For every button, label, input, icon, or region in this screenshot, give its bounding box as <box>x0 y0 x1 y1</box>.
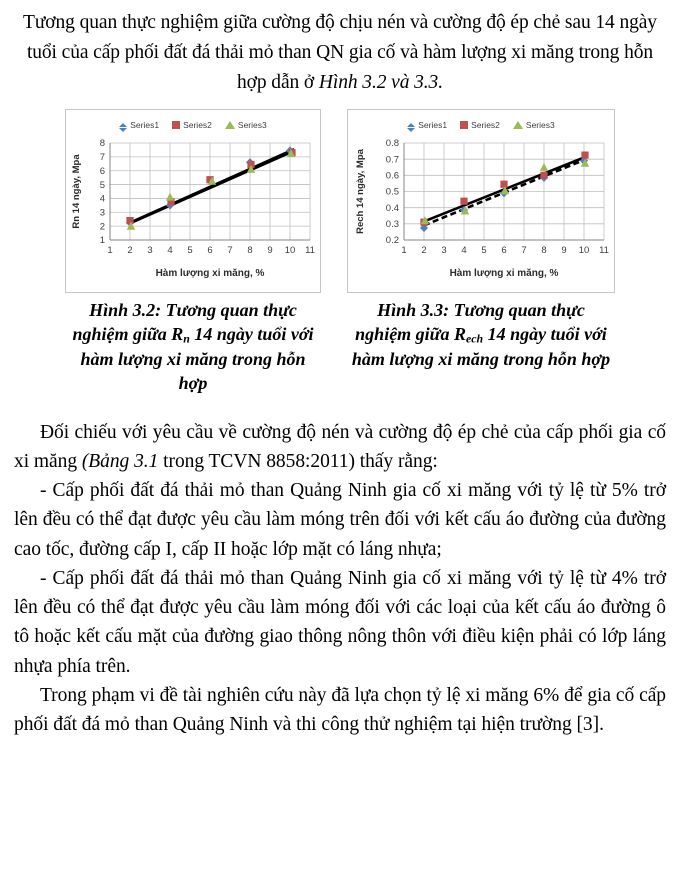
chart-rn-14-card <box>65 109 321 293</box>
legend-label-series3: Series3 <box>525 120 555 131</box>
x-tick-label: 6 <box>207 245 213 257</box>
body-text <box>0 418 680 740</box>
paragraph-bullet-4pct <box>14 564 666 681</box>
paragraph-ket-luan <box>14 681 666 740</box>
legend-item-series3 <box>225 120 267 130</box>
y-tick-label: 1 <box>99 235 105 247</box>
diamond-marker-icon <box>407 119 415 127</box>
paragraph-doi-chieu-italic: (Bảng 3.1 <box>81 450 159 472</box>
y-tick-label: 6 <box>99 166 105 178</box>
figure-3-2-caption-rest: 14 ngày tuổi với hàm lượng xi măng trong hỗn hợp <box>80 324 314 393</box>
intro-figure-reference: Hình 3.2 và 3.3. <box>318 71 443 93</box>
paragraph-ket-luan-text: Trong phạm vi đề tài nghiên cứu này đã lựa chọn tỷ lệ xi măng 6% để gia cố cấp phối đất đá mỏ than Quảng Ninh và thi công thử nghiệm tại hiện trường [3]. <box>14 684 666 736</box>
paragraph-bullet-4pct-text: - Cấp phối đất đá thải mỏ than Quảng Ninh gia cố xi măng với tỷ lệ từ 4% trở lên đều có thể đạt được yêu cầu làm móng đối với các loại của kết cấu áo đường ô tô hoặc kết cấu mặt của đường giao thông nông thôn với điều kiện phải có lớp láng nhựa phía trên. <box>14 567 666 677</box>
figure-3-2-block <box>65 109 321 395</box>
figure-3-3-caption-subscript: ech <box>465 332 484 347</box>
data-point-square <box>581 152 588 159</box>
figure-3-2-caption-subscript: n <box>183 332 190 347</box>
x-axis-title: Hàm lượng xi măng, % <box>449 268 559 280</box>
intro-paragraph <box>0 0 680 97</box>
square-marker-icon <box>172 121 180 129</box>
intro-text: Tương quan thực nghiệm giữa cường độ chịu nén và cường độ ép chẻ sau 14 ngày tuổi của cấp phối đất đá thải mỏ than QN gia cố và hàm lượng xi măng trong hỗn hợp dẫn ở <box>23 12 657 93</box>
y-tick-label: 0.6 <box>385 171 399 183</box>
x-tick-label: 7 <box>521 245 527 257</box>
figure-3-3-caption <box>347 299 615 371</box>
x-tick-label: 2 <box>421 245 427 257</box>
legend-label-series3: Series3 <box>237 120 267 131</box>
figure-row <box>0 109 680 395</box>
paragraph-bullet-5pct-text: - Cấp phối đất đá thải mỏ than Quảng Ninh gia cố xi măng với tỷ lệ từ 5% trở lên đều có thể đạt được yêu cầu làm móng trên đối với kết cấu áo đường của đường cao tốc, đường cấp I, cấp II hoặc lớp mặt có láng nhựa; <box>14 480 666 560</box>
legend-label-series1: Series1 <box>418 120 448 131</box>
x-tick-label: 5 <box>187 245 193 257</box>
x-tick-label: 9 <box>267 245 273 257</box>
x-tick-label: 10 <box>284 245 296 257</box>
figure-3-3-caption-rest: 14 ngày tuổi với hàm lượng xi măng trong hỗn hợp <box>351 324 611 369</box>
data-point-square <box>540 172 547 179</box>
x-tick-label: 5 <box>481 245 487 257</box>
triangle-marker-icon <box>513 121 523 129</box>
data-point-square <box>460 198 467 205</box>
y-tick-label: 0.4 <box>385 203 399 215</box>
y-tick-label: 0.8 <box>385 138 399 150</box>
chart-rn-14-svg <box>66 136 320 282</box>
y-tick-label: 3 <box>99 207 105 219</box>
legend-label-series2: Series2 <box>183 120 212 131</box>
y-tick-label: 0.5 <box>385 187 399 199</box>
x-tick-label: 11 <box>305 245 315 257</box>
x-tick-label: 3 <box>441 245 447 257</box>
x-tick-label: 11 <box>599 245 609 257</box>
legend-item-series2 <box>460 120 500 130</box>
legend-label-series1: Series1 <box>130 120 160 131</box>
figure-3-3-caption-label: Hình 3.3: Tương quan thực nghiệm giữa R <box>355 300 585 345</box>
y-axis-title: Rech 14 ngày, Mpa <box>355 149 366 235</box>
y-tick-label: 7 <box>99 152 105 164</box>
chart-rech-14-card <box>347 109 615 293</box>
square-marker-icon <box>460 121 468 129</box>
legend-item-series1 <box>119 120 159 130</box>
x-tick-label: 6 <box>501 245 507 257</box>
x-tick-label: 9 <box>561 245 567 257</box>
x-tick-label: 1 <box>107 245 113 257</box>
data-point-square <box>500 181 507 188</box>
chart-rn-14-plot <box>66 136 320 282</box>
paragraph-bullet-5pct <box>14 476 666 564</box>
figure-3-2-caption <box>67 299 319 395</box>
data-point-square <box>126 217 133 224</box>
x-axis-title: Hàm lượng xi măng, % <box>155 268 265 280</box>
paragraph-doi-chieu-after: trong TCVN 8858:2011) thấy rằng: <box>158 450 438 472</box>
x-tick-label: 4 <box>461 245 467 257</box>
legend-item-series2 <box>172 120 212 130</box>
x-tick-label: 8 <box>541 245 547 257</box>
triangle-marker-icon <box>225 121 235 129</box>
y-axis-title: Rn 14 ngày, Mpa <box>71 154 82 230</box>
y-tick-label: 0.3 <box>385 219 399 231</box>
x-tick-label: 2 <box>127 245 133 257</box>
figure-3-2-caption-label: Hình 3.2: Tương quan thực nghiệm giữa R <box>72 300 297 345</box>
y-tick-label: 2 <box>99 221 105 233</box>
x-tick-label: 8 <box>247 245 253 257</box>
x-tick-label: 10 <box>578 245 590 257</box>
y-tick-label: 8 <box>99 138 105 150</box>
paragraph-doi-chieu <box>14 418 666 477</box>
legend-item-series3 <box>513 120 555 130</box>
diamond-marker-icon <box>119 119 127 127</box>
y-tick-label: 0.7 <box>385 154 399 166</box>
figure-3-3-block <box>347 109 615 371</box>
chart-rech-14-svg <box>348 136 614 282</box>
chart-rech-14-legend <box>348 110 614 136</box>
chart-rn-14-legend <box>66 110 320 136</box>
x-tick-label: 7 <box>227 245 233 257</box>
legend-item-series1 <box>407 120 447 130</box>
y-tick-label: 4 <box>99 194 105 206</box>
paragraph-doi-chieu-before: Đối chiếu với yêu cầu về cường độ nén và cường độ ép chẻ của cấp phối gia cố xi măng <box>14 421 666 472</box>
x-tick-label: 3 <box>147 245 153 257</box>
legend-label-series2: Series2 <box>471 120 500 131</box>
y-tick-label: 0.2 <box>385 235 399 247</box>
x-tick-label: 4 <box>167 245 173 257</box>
x-tick-label: 1 <box>401 245 407 257</box>
y-tick-label: 5 <box>99 180 105 192</box>
chart-rech-14-plot <box>348 136 614 282</box>
